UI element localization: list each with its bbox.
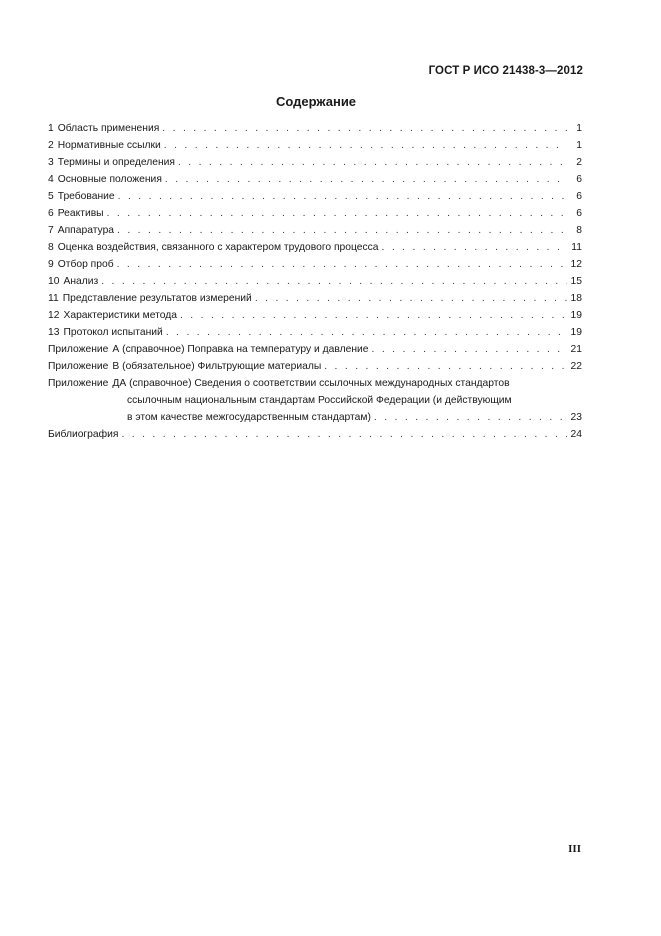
toc-entry-number: 1: [48, 123, 54, 134]
toc-entry-page: 12: [570, 259, 582, 270]
toc-entry-number: 13: [48, 327, 60, 338]
toc-entry-label: Область применения: [57, 123, 160, 134]
toc-entry[interactable]: [48, 273, 582, 290]
toc-leader-dots: [255, 290, 567, 307]
toc-entry-label: Нормативные ссылки: [57, 140, 161, 151]
toc-entry-label: Отбор проб: [57, 259, 114, 270]
toc-entry[interactable]: [48, 324, 582, 341]
toc-leader-dots: [107, 205, 567, 222]
toc-leader-dots: [121, 426, 567, 443]
toc-leader-dots: [117, 256, 567, 273]
toc-entry[interactable]: [48, 171, 582, 188]
toc-entry-label: Протокол испытаний: [63, 327, 163, 338]
toc-entry-label: Представление результатов измерений: [62, 293, 252, 304]
toc-entry-number: Приложение: [48, 361, 109, 372]
toc-entry-page: 22: [570, 361, 582, 372]
page-number: III: [568, 843, 581, 855]
toc-leader-dots: [374, 409, 567, 426]
toc-entry-appendix-da[interactable]: [48, 375, 582, 426]
toc-entry-page: 6: [576, 208, 582, 219]
toc-entry-number: 10: [48, 276, 60, 287]
toc-entry-page: 8: [576, 225, 582, 236]
toc-entry[interactable]: [48, 154, 582, 171]
toc-entry-number: Приложение: [48, 344, 109, 355]
toc-leader-dots: [118, 188, 567, 205]
toc-entry[interactable]: [48, 205, 582, 222]
toc-entry-label-line2: ссылочным национальным стандартам Российской Федерации (и действующим: [127, 395, 512, 406]
toc-entry[interactable]: [48, 188, 582, 205]
toc-leader-dots: [165, 171, 567, 188]
toc-leader-dots: [101, 273, 567, 290]
toc-entry[interactable]: [48, 239, 582, 256]
toc-entry-page: 6: [576, 174, 582, 185]
toc-entry-number: 11: [48, 293, 59, 304]
toc-entry-bibliography[interactable]: [48, 426, 582, 443]
toc-entry-number: 12: [48, 310, 60, 321]
toc-entry-page: 15: [570, 276, 582, 287]
toc-entry-number: 8: [48, 242, 54, 253]
toc-leader-dots: [164, 137, 567, 154]
toc-entry-appendix[interactable]: [48, 341, 582, 358]
toc-entry-number: 6: [48, 208, 54, 219]
toc-entry-label: Термины и определения: [57, 157, 175, 168]
toc-entry[interactable]: [48, 256, 582, 273]
toc-leader-dots: [180, 307, 567, 324]
toc-entry[interactable]: [48, 290, 582, 307]
toc-entry-page: 2: [576, 157, 582, 168]
toc-leader-dots: [324, 358, 567, 375]
toc-leader-dots: [117, 222, 567, 239]
toc-entry-page: 1: [576, 123, 582, 134]
toc-entry-page: 18: [570, 293, 582, 304]
toc-entry-label: Аппаратура: [57, 225, 115, 236]
toc-entry-number: 4: [48, 174, 54, 185]
toc-entry-label: Характеристики метода: [63, 310, 177, 321]
toc-entry-number: 5: [48, 191, 54, 202]
toc-entry-appendix[interactable]: [48, 358, 582, 375]
toc-entry-number: 2: [48, 140, 54, 151]
toc-entry-label: А (справочное) Поправка на температуру и давление: [112, 344, 369, 355]
toc-title: Содержание: [275, 94, 357, 109]
toc-entry[interactable]: [48, 137, 582, 154]
toc-entry-number: 9: [48, 259, 54, 270]
toc-entry[interactable]: [48, 307, 582, 324]
toc-entry-page: 1: [576, 140, 582, 151]
toc-entry-label: Анализ: [63, 276, 99, 287]
toc-entry-page: 6: [576, 191, 582, 202]
toc-entry-number: 7: [48, 225, 54, 236]
toc-entry[interactable]: [48, 222, 582, 239]
toc-entry-page: 23: [570, 412, 582, 423]
toc-entry-label-line1: ДА (справочное) Сведения о соответствии ссылочных международных стандартов: [112, 378, 510, 389]
toc-entry-number: Приложение: [48, 378, 109, 389]
toc-leader-dots: [178, 154, 567, 171]
toc-entry-label: Реактивы: [57, 208, 104, 219]
toc-entry-label: Требование: [57, 191, 115, 202]
toc-leader-dots: [382, 239, 567, 256]
toc-entry-page: 24: [570, 429, 582, 440]
toc-entry-label: В (обязательное) Фильтрующие материалы: [112, 361, 322, 372]
toc-leader-dots: [166, 324, 567, 341]
toc-leader-dots: [372, 341, 567, 358]
toc-entry-page: 19: [570, 310, 582, 321]
toc-entry-label: Оценка воздействия, связанного с характером трудового процесса: [57, 242, 379, 253]
table-of-contents: [48, 120, 582, 443]
toc-entry-label: Библиография: [48, 429, 119, 440]
standard-code: ГОСТ Р ИСО 21438-3—2012: [428, 65, 583, 77]
toc-entry-number: 3: [48, 157, 54, 168]
toc-entry[interactable]: [48, 120, 582, 137]
toc-entry-page: 21: [570, 344, 582, 355]
toc-entry-page: 11: [571, 242, 582, 253]
toc-entry-page: 19: [570, 327, 582, 338]
toc-entry-label: Основные положения: [57, 174, 162, 185]
toc-entry-label-line3: в этом качестве межгосударственным стандартам): [127, 412, 371, 423]
toc-leader-dots: [162, 120, 567, 137]
